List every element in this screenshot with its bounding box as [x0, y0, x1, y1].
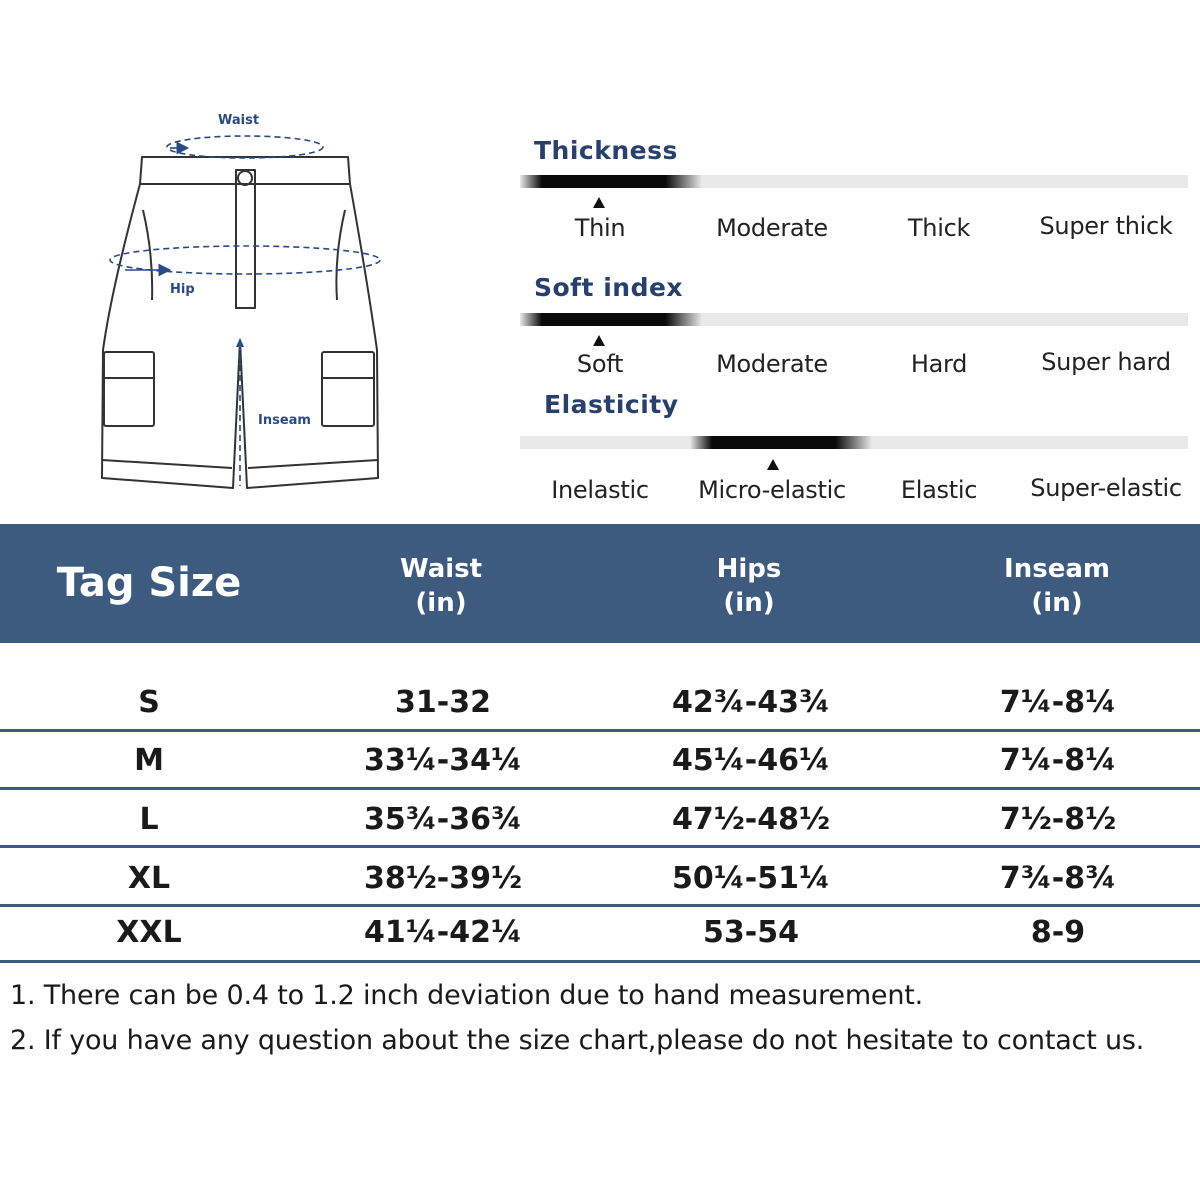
cell-waist: 41¼-42¼	[363, 915, 523, 950]
header-inseam	[1004, 552, 1110, 620]
option-label: Super thick	[1039, 212, 1173, 240]
size-table-header	[0, 524, 1200, 643]
header-hips	[717, 552, 782, 620]
header-tag-size: Tag Size	[56, 560, 242, 606]
shorts-outline	[102, 184, 378, 488]
attribute-selected-segment	[520, 175, 702, 188]
selected-marker-icon	[767, 459, 779, 470]
option-label: Super hard	[1041, 348, 1171, 376]
selected-marker-icon	[593, 335, 605, 346]
cell-size: L	[139, 802, 159, 837]
selected-marker-icon	[593, 197, 605, 208]
inseam-label: Inseam	[258, 413, 311, 428]
table-row	[0, 675, 1200, 731]
attribute-title: Soft index	[534, 273, 684, 302]
hip-label: Hip	[170, 282, 195, 297]
attribute-selected-segment	[690, 436, 872, 449]
cell-inseam: 8-9	[1030, 915, 1086, 950]
cell-waist: 35¾-36¾	[363, 802, 523, 837]
header-hips-unit: (in)	[723, 588, 775, 618]
cell-hips: 50¼-51¼	[671, 861, 831, 896]
cell-waist: 33¼-34¼	[363, 743, 523, 778]
table-row	[0, 851, 1200, 907]
row-divider	[0, 787, 1200, 790]
right-cargo-pocket	[322, 352, 374, 426]
option-label: Moderate	[716, 214, 828, 242]
header-inseam-name: Inseam	[1004, 554, 1110, 584]
attribute-title: Elasticity	[544, 390, 679, 419]
waist-measure-line	[167, 136, 323, 158]
cell-inseam: 7½-8½	[999, 802, 1117, 837]
attribute-track	[520, 436, 1188, 449]
option-label: Thin	[574, 214, 626, 242]
row-divider	[0, 845, 1200, 848]
cell-inseam: 7¼-8¼	[999, 685, 1117, 720]
attribute-title: Thickness	[534, 136, 678, 165]
header-hips-name: Hips	[716, 554, 782, 584]
waist-label: Waist	[218, 113, 260, 128]
note-deviation: 1. There can be 0.4 to 1.2 inch deviation due to hand measurement.	[10, 980, 924, 1011]
cell-size: XL	[127, 861, 171, 896]
header-waist-unit: (in)	[415, 588, 467, 618]
button	[238, 171, 252, 185]
attribute-track	[520, 313, 1188, 326]
attribute-selected-segment	[520, 313, 702, 326]
option-label: Moderate	[716, 350, 828, 378]
table-row	[0, 905, 1200, 961]
note-contact: 2. If you have any question about the size chart,please do not hesitate to contact us.	[10, 1025, 1145, 1056]
cell-waist: 38½-39½	[363, 861, 523, 896]
row-divider	[0, 729, 1200, 732]
cell-hips: 45¼-46¼	[671, 743, 831, 778]
header-waist	[400, 552, 482, 620]
cell-waist: 31-32	[395, 685, 491, 720]
cell-inseam: 7¾-8¾	[999, 861, 1117, 896]
header-waist-name: Waist	[399, 554, 483, 584]
cell-hips: 47½-48½	[671, 802, 831, 837]
option-label: Inelastic	[551, 476, 649, 504]
row-divider	[0, 960, 1200, 963]
cell-size: M	[134, 743, 164, 778]
header-inseam-unit: (in)	[1031, 588, 1083, 618]
cell-size: S	[138, 685, 160, 720]
option-label: Thick	[907, 214, 971, 242]
cell-inseam: 7¼-8¼	[999, 743, 1117, 778]
option-label: Elastic	[900, 476, 978, 504]
option-label: Micro-elastic	[698, 476, 846, 504]
table-row	[0, 733, 1200, 789]
attribute-track	[520, 175, 1188, 188]
option-label: Hard	[910, 350, 968, 378]
table-row	[0, 792, 1200, 848]
cell-hips: 53-54	[703, 915, 799, 950]
left-cargo-pocket	[104, 352, 154, 426]
option-label: Soft	[576, 350, 624, 378]
cell-size: XXL	[116, 915, 182, 950]
shorts-measurement-diagram	[0, 0, 400, 500]
cell-hips: 42¾-43¾	[671, 685, 831, 720]
option-label: Super-elastic	[1030, 474, 1182, 502]
